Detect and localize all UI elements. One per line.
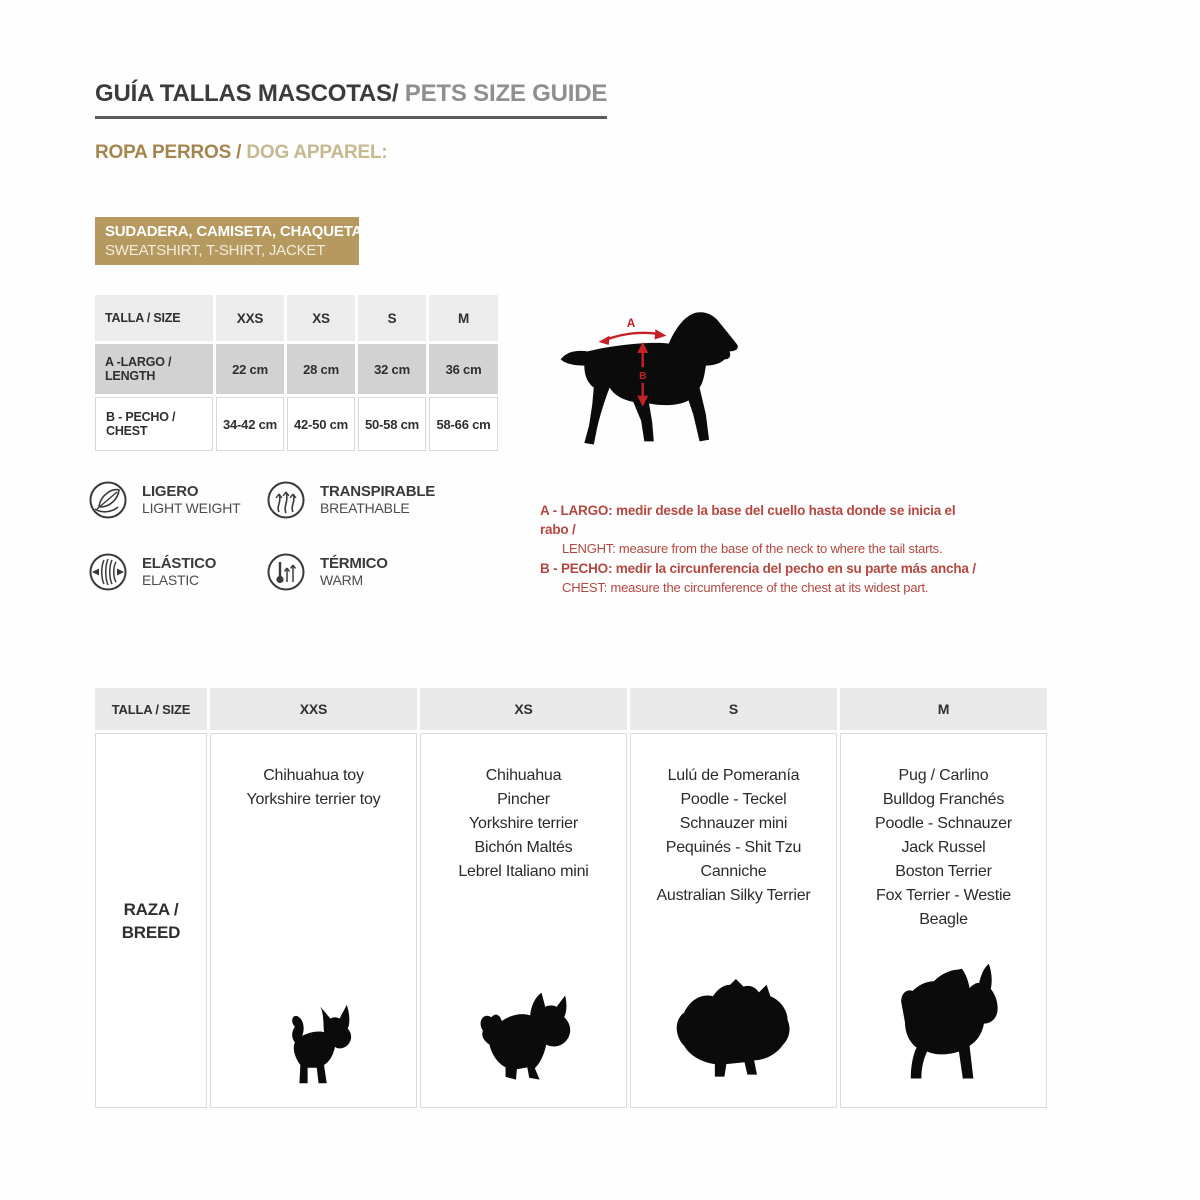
feature-lightweight [88, 480, 266, 520]
size-table-header-label: TALLA / SIZE [95, 295, 213, 341]
breed-list-xs [458, 734, 588, 884]
feather-icon [88, 480, 128, 520]
feature-warm [266, 552, 436, 592]
title-english: PETS SIZE GUIDE [398, 80, 608, 107]
size-table-header-s: S [358, 295, 426, 341]
breed-header-s: S [630, 688, 837, 730]
length-m: 36 cm [429, 344, 498, 394]
feature-breathable [266, 480, 436, 520]
length-s: 32 cm [358, 344, 426, 394]
breed-item: Pug / Carlino [898, 767, 989, 784]
breed-row-label-cell [95, 733, 207, 1108]
breed-item: Schnauzer mini [679, 815, 788, 832]
length-row-label: A -LARGO / LENGTH [95, 344, 213, 394]
arrow-a-label: A [626, 315, 636, 330]
category-line-spanish: SUDADERA, CAMISETA, CHAQUETA/ [105, 223, 367, 240]
subtitle-english: DOG APPAREL: [246, 142, 388, 163]
breed-list-xxs [247, 734, 381, 812]
chest-m: 58-66 cm [429, 397, 498, 451]
size-table [95, 295, 498, 451]
breed-item: Chihuahua [485, 767, 562, 784]
size-table-header-xs: XS [287, 295, 355, 341]
breed-item: Fox Terrier - Westie [876, 887, 1011, 904]
breed-item: Chihuahua toy [263, 767, 364, 784]
length-arrow [599, 329, 667, 345]
raza-label-line2: BREED [121, 922, 181, 942]
thermo-icon [266, 552, 306, 592]
breed-item: Yorkshire terrier [469, 815, 578, 832]
feature-title: ELÁSTICO [142, 555, 217, 572]
breed-list-s [656, 734, 810, 908]
elastic-icon [88, 552, 128, 592]
note-a-english: LENGHT: measure from the base of the neck to where the tail starts. [562, 541, 943, 556]
breed-header-xxs: XXS [210, 688, 417, 730]
breed-cell-xxs [210, 733, 417, 1108]
breed-item: Yorkshire terrier toy [246, 791, 381, 808]
feature-subtitle: ELASTIC [142, 572, 199, 588]
dog-measure-silhouette [554, 304, 752, 454]
breed-item: Pequinés - Shit Tzu [665, 839, 802, 856]
feature-subtitle: BREATHABLE [320, 500, 410, 516]
chest-s: 50-58 cm [358, 397, 426, 451]
feature-subtitle: WARM [320, 572, 364, 588]
pomeranian-silhouette [667, 977, 801, 1091]
feature-title: LIGERO [142, 483, 199, 500]
breed-item: Pincher [497, 791, 550, 808]
size-table-header-xxs: XXS [216, 295, 284, 341]
breed-cell-s [630, 733, 837, 1108]
arrow-b-label: B [639, 371, 647, 382]
chest-xs: 42-50 cm [287, 397, 355, 451]
features-legend [88, 480, 436, 592]
breed-item: Poodle - Schnauzer [875, 815, 1012, 832]
category-line-english: SWEATSHIRT, T-SHIRT, JACKET [105, 242, 326, 259]
chihuahua-silhouette [273, 999, 355, 1091]
size-table-header-m: M [429, 295, 498, 341]
page-subtitle [95, 142, 388, 164]
breed-item: Australian Silky Terrier [656, 887, 811, 904]
title-spanish: GUÍA TALLAS MASCOTAS/ [95, 80, 399, 107]
breed-item: Bichón Maltés [474, 839, 573, 856]
breed-item: Lulú de Pomeranía [667, 767, 800, 784]
length-xs: 28 cm [287, 344, 355, 394]
french-bulldog-silhouette [878, 961, 1010, 1091]
breed-cell-xs [420, 733, 627, 1108]
breed-item: Poodle - Teckel [680, 791, 787, 808]
breed-item: Boston Terrier [895, 863, 992, 880]
breed-item: Bulldog Franchés [882, 791, 1005, 808]
breed-item: Jack Russel [901, 839, 986, 856]
breed-table [95, 688, 1047, 1108]
breed-cell-m [840, 733, 1047, 1108]
category-box [95, 217, 367, 265]
length-xxs: 22 cm [216, 344, 284, 394]
breed-item: Lebrel Italiano mini [458, 863, 589, 880]
feature-title: TÉRMICO [320, 555, 388, 572]
chest-row-label: B - PECHO / CHEST [95, 397, 213, 451]
breed-list-m [875, 734, 1012, 932]
measure-notes [540, 501, 980, 598]
breed-item: Beagle [919, 911, 968, 928]
measure-diagram [554, 304, 752, 454]
breed-item: Canniche [700, 863, 767, 880]
chest-xxs: 34-42 cm [216, 397, 284, 451]
breed-header-xs: XS [420, 688, 627, 730]
breed-header-m: M [840, 688, 1047, 730]
note-a-spanish: A - LARGO: medir desde la base del cuello hasta donde se inicia el rabo / [540, 503, 956, 537]
feature-subtitle: LIGHT WEIGHT [142, 500, 241, 516]
breathable-icon [266, 480, 306, 520]
yorkshire-silhouette [469, 987, 579, 1091]
subtitle-spanish: ROPA PERROS / [95, 142, 247, 163]
raza-label-line1: RAZA / [123, 899, 179, 919]
feature-title: TRANSPIRABLE [320, 483, 436, 500]
breed-header-label: TALLA / SIZE [95, 688, 207, 730]
note-b-english: CHEST: measure the circumference of the chest at its widest part. [562, 580, 929, 595]
feature-elastic [88, 552, 266, 592]
page-title [95, 80, 607, 119]
note-b-spanish: B - PECHO: medir la circunferencia del pecho en su parte más ancha / [540, 561, 976, 576]
